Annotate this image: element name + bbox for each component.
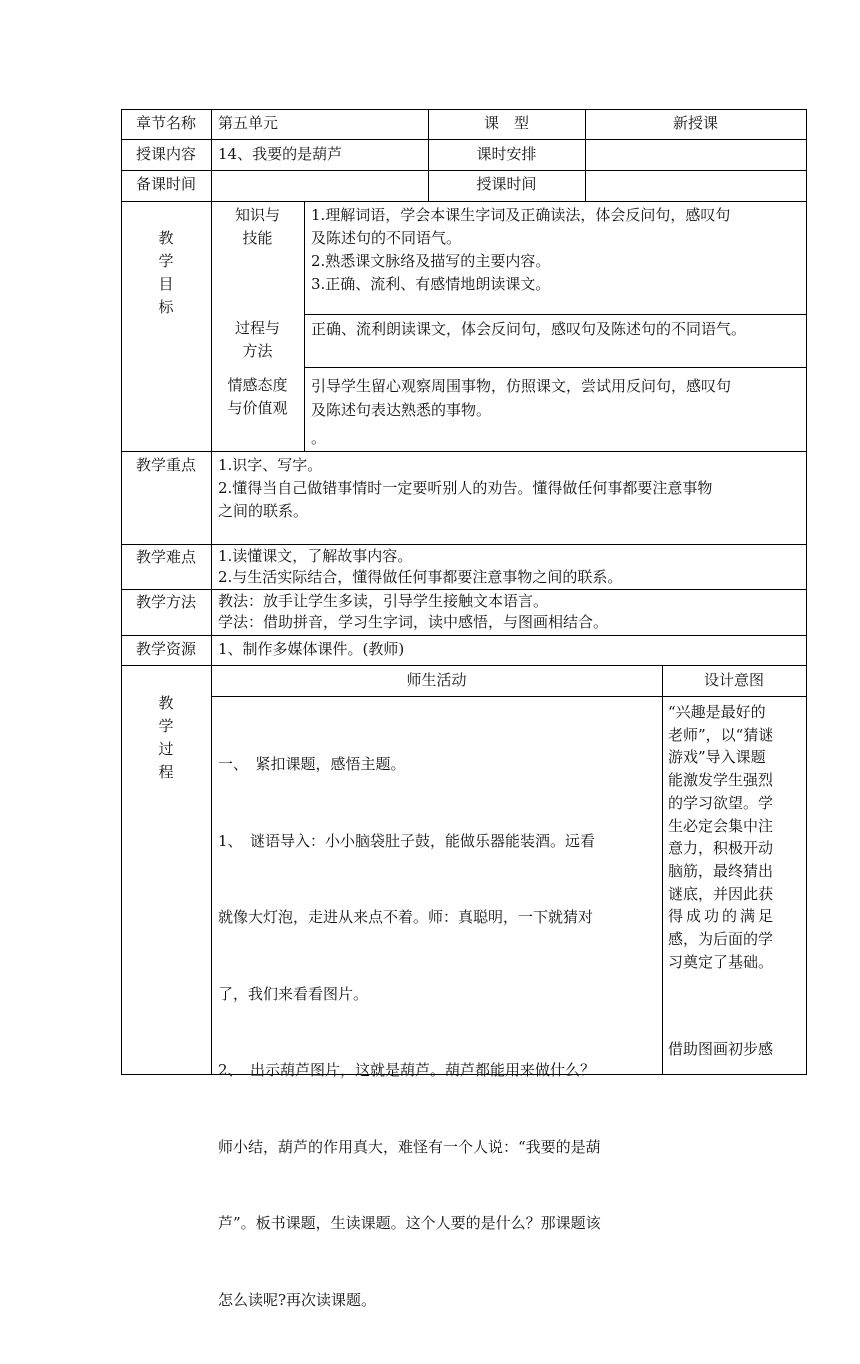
table-border — [211, 696, 807, 697]
process-label-char: 学 — [158, 717, 174, 735]
intent-line: 脑筋，最终猜出 — [668, 861, 774, 880]
intent-text — [668, 701, 804, 973]
type-value: 新授课 — [672, 114, 718, 132]
process-line: 正确、流利朗读课文，体会反问句，感叹句及陈述句的不同语气。 — [311, 320, 747, 338]
methods-label: 教学方法 — [135, 593, 196, 611]
key-point-line: 之间的联系。 — [218, 502, 309, 520]
activity-line: 2、 出示葫芦图片，这就是葫芦。葫芦都能用来做什么？ — [218, 1061, 596, 1079]
table-border — [211, 109, 212, 1074]
table-border — [121, 665, 807, 666]
table-border — [304, 201, 305, 451]
activity-header: 师生活动 — [406, 671, 467, 689]
intent-line: 习奠定了基础。 — [668, 952, 774, 971]
difficulties-label: 教学难点 — [135, 548, 196, 566]
intent-line: 意力，积极开动 — [668, 839, 774, 858]
intent-text-2 — [668, 1038, 804, 1061]
activity-text — [218, 701, 659, 1364]
content-label: 授课内容 — [135, 145, 196, 163]
method-line: 学法：借助拼音，学习生字词，读中感悟，与图画相结合。 — [218, 613, 609, 631]
process-label-char: 教 — [158, 694, 174, 712]
resource-line: 1、制作多媒体课件。(教师) — [218, 640, 405, 658]
teach-time-label: 授课时间 — [476, 175, 537, 193]
intent-header: 设计意图 — [703, 671, 764, 689]
process-label — [121, 692, 211, 784]
table-border — [304, 314, 807, 315]
process-label-line: 方法 — [242, 342, 273, 360]
intent-line: “兴趣是最好的 — [668, 703, 766, 721]
table-border — [121, 589, 807, 590]
activity-line: 一、 紧扣课题，感悟主题。 — [218, 755, 406, 773]
table-border — [121, 451, 807, 452]
chapter-value: 第五单元 — [218, 114, 279, 132]
knowledge-line: 3.正确、流利、有感情地朗读课文。 — [311, 275, 551, 293]
table-border — [121, 109, 807, 110]
intent-line: 谜底，并因此获 — [668, 884, 774, 903]
key-point-line: 1.识字、写字。 — [218, 456, 323, 474]
table-border — [304, 367, 807, 368]
content-value: 14、我要的是葫芦 — [218, 145, 343, 163]
intent-line: 的学习欲望。学 — [668, 793, 774, 812]
intent-line: 游戏”导入课题 — [668, 748, 766, 767]
method-line: 教法：放手让学生多读，引导学生接触文本语言。 — [218, 592, 549, 610]
goals-label-char: 学 — [158, 252, 174, 270]
process-label-line: 过程与 — [234, 319, 280, 337]
intent-line: 感，为后面的学 — [668, 930, 774, 949]
goals-label-char: 目 — [158, 275, 174, 293]
knowledge-line: 2.熟悉课文脉络及描写的主要内容。 — [311, 252, 551, 270]
resources-text — [218, 638, 805, 661]
process-method-text — [311, 318, 805, 341]
knowledge-line: 及陈述句的不同语气。 — [311, 229, 462, 247]
type-label: 课 型 — [483, 114, 529, 132]
table-border — [121, 201, 807, 202]
goals-label-char: 教 — [158, 229, 174, 247]
activity-line: 1、 谜语导入：小小脑袋肚子鼓，能做乐器能装酒。远看 — [218, 831, 596, 850]
activity-line: 就像大灯泡，走进从来点不着。师：真聪明，一下就猜对 — [218, 908, 594, 926]
activity-line: 怎么读呢?再次读课题。 — [218, 1290, 377, 1309]
emotion-values-label — [211, 374, 304, 420]
process-label-char: 程 — [158, 763, 174, 781]
schedule-label: 课时安排 — [476, 145, 537, 163]
table-border — [121, 170, 807, 171]
prep-time-label: 备课时间 — [135, 175, 196, 193]
intent-line: 老师”，以“猜谜 — [668, 725, 774, 744]
goals-label-char: 标 — [158, 298, 174, 316]
difficulty-line: 1.读懂课文，了解故事内容。 — [218, 547, 413, 565]
knowledge-line: 1.理解词语，学会本课生字词及正确读法，体会反问句，感叹句 — [311, 206, 731, 224]
key-point-line: 2.懂得当自己做错事情时一定要听别人的劝告。懂得做任何事都要注意事物 — [218, 479, 713, 497]
table-border — [806, 109, 807, 1075]
key-points-text — [218, 454, 805, 523]
knowledge-skills-label — [211, 204, 304, 250]
activity-line: 芦”。板书课题，生读课题。这个人要的是什么？那课题该 — [218, 1214, 601, 1232]
table-border — [121, 635, 807, 636]
table-border — [121, 139, 807, 140]
key-points-label: 教学重点 — [135, 456, 196, 474]
emotion-line: 。 — [311, 429, 327, 447]
emotion-label-line: 情感态度 — [227, 376, 288, 394]
table-border — [121, 544, 807, 545]
activity-line: 了，我们来看看图片。 — [218, 984, 369, 1003]
intent-line: 生必定会集中注 — [668, 816, 774, 835]
process-method-label — [211, 317, 304, 363]
process-label-char: 过 — [158, 740, 174, 758]
goals-label — [121, 227, 211, 319]
intent-line: 得成功的满足 — [668, 907, 777, 926]
methods-text — [218, 591, 805, 633]
activity-line: 师小结，葫芦的作用真大，难怪有一个人说：“我要的是葫 — [218, 1137, 601, 1156]
resources-label: 教学资源 — [135, 640, 196, 658]
emotion-values-text — [311, 374, 805, 450]
emotion-label-line: 与价值观 — [227, 399, 288, 417]
knowledge-skills-text — [311, 204, 805, 296]
emotion-line: 及陈述句表达熟悉的事物。 — [311, 401, 492, 419]
table-border — [662, 665, 663, 1074]
knowledge-label-line: 技能 — [242, 229, 273, 247]
intent-line: 能激发学生强烈 — [668, 771, 774, 790]
knowledge-label-line: 知识与 — [234, 206, 280, 224]
emotion-line: 引导学生留心观察周围事物，仿照课文，尝试用反问句，感叹句 — [311, 377, 732, 395]
difficulties-text — [218, 546, 805, 588]
intent-line: 借助图画初步感 — [668, 1040, 774, 1058]
chapter-label: 章节名称 — [135, 114, 196, 132]
difficulty-line: 2.与生活实际结合，懂得做任何事都要注意事物之间的联系。 — [218, 568, 623, 586]
